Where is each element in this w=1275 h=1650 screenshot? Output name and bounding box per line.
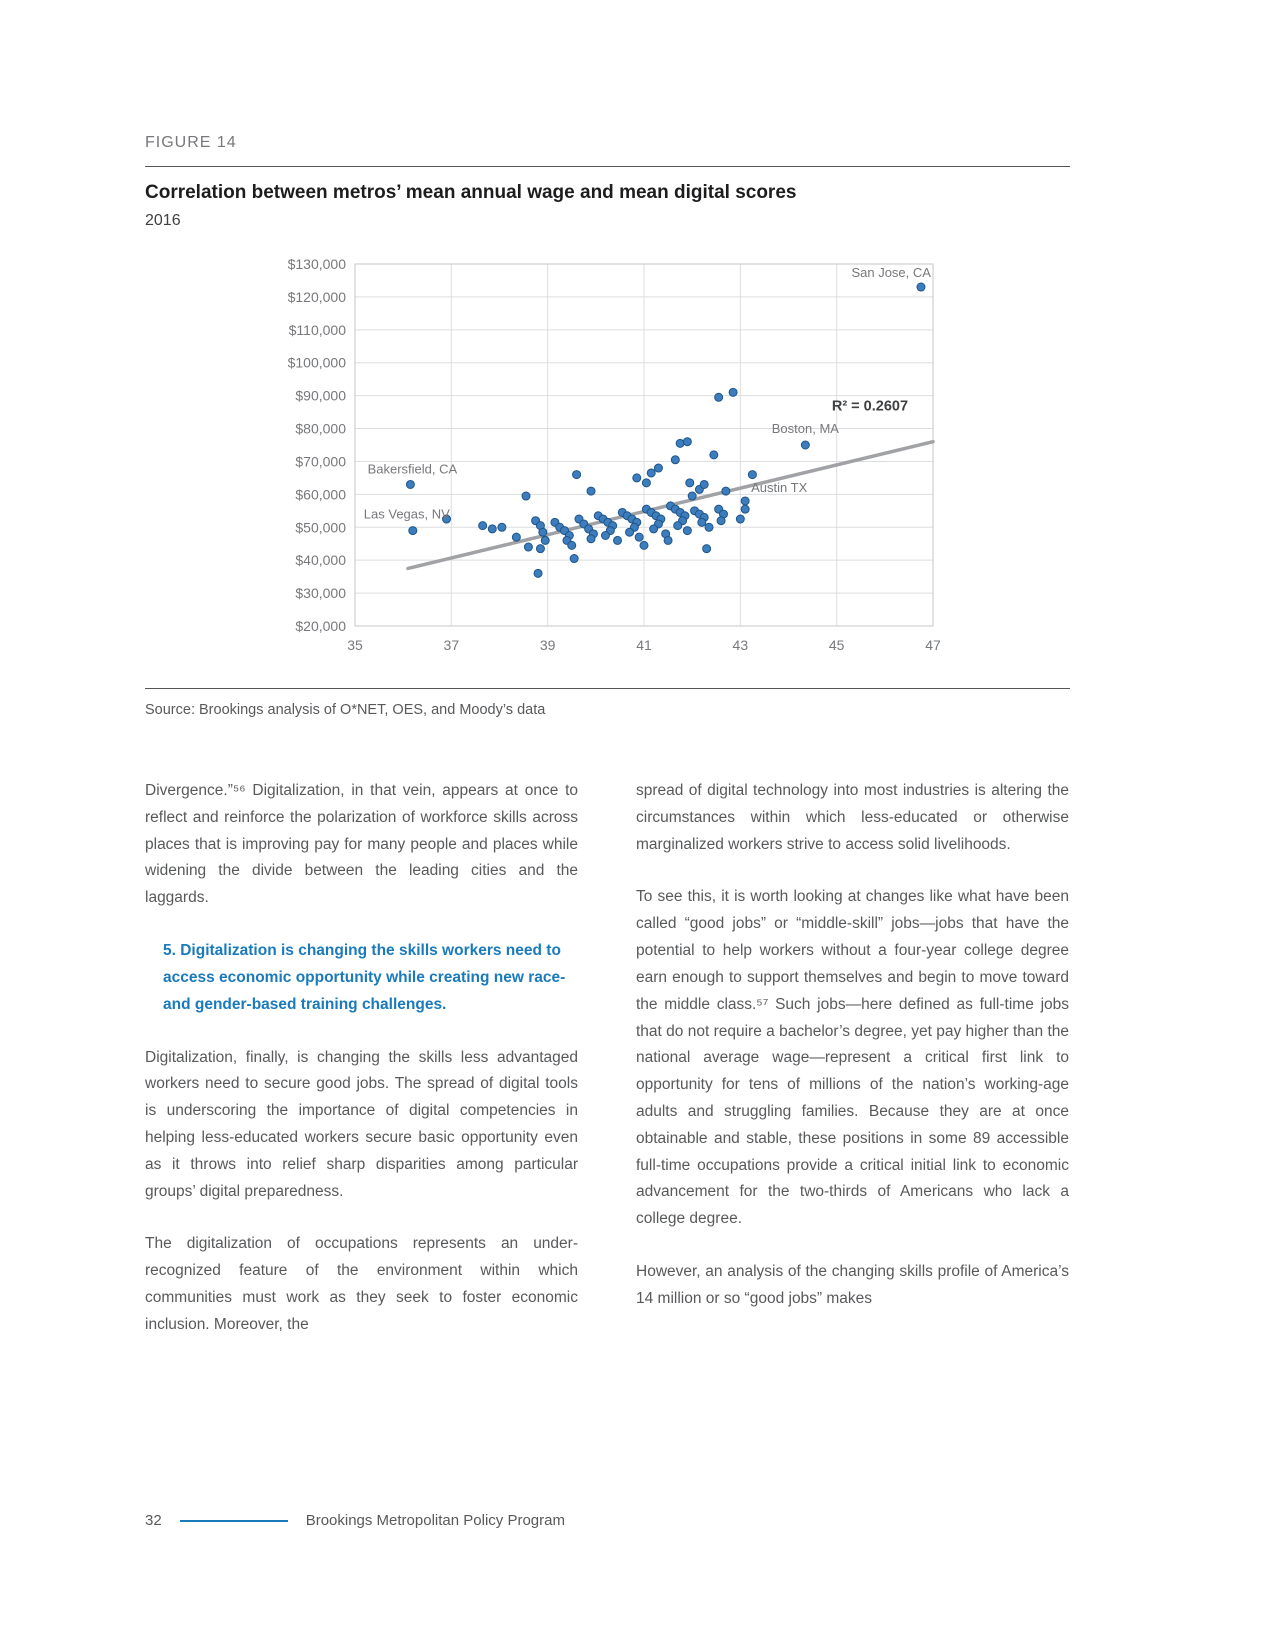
svg-text:Bakersfield, CA: Bakersfield, CA	[367, 461, 458, 477]
svg-text:35: 35	[347, 637, 363, 653]
svg-text:Boston, MA: Boston, MA	[771, 421, 839, 436]
svg-text:$110,000: $110,000	[288, 321, 346, 338]
source-note: Source: Brookings analysis of O*NET, OES, and Moody’s data	[145, 702, 546, 718]
divider-rule-top	[145, 166, 1070, 167]
svg-text:$80,000: $80,000	[295, 420, 346, 437]
body-paragraph: Digitalization, finally, is changing the skills less advantaged workers need to secure good jobs. The spread of digital tools is underscoring the importance of digital competencies in helping less-educated workers secure basic opportunity even as it throws into relief sharp disparities among particular groups’ digital preparedness.	[145, 1048, 578, 1200]
svg-text:45: 45	[828, 637, 845, 653]
svg-text:$70,000: $70,000	[295, 453, 346, 470]
section-heading: 5. Digitalization is changing the skills workers need to access economic opportunity while creating new race- and gender-based training challenges.	[163, 942, 566, 1013]
chart-subtitle: 2016	[145, 212, 181, 229]
page-number: 32	[145, 1512, 162, 1529]
svg-text:$120,000: $120,000	[287, 288, 346, 305]
svg-text:43: 43	[732, 637, 749, 653]
svg-text:47: 47	[925, 637, 941, 653]
footer-program: Brookings Metropolitan Policy Program	[305, 1512, 565, 1529]
scatter-chart	[263, 252, 953, 662]
body-paragraph: Divergence.”⁵⁶ Digitalization, in that vein, appears at once to reflect and reinforce the polarization of workforce skills across places that is improving pay for many people and places while widening the divide between the leading cities and the laggards.	[145, 782, 578, 907]
body-paragraph: spread of digital technology into most industries is altering the circumstances within which less-educated or otherwise marginalized workers strive to access solid livelihoods.	[636, 782, 1069, 853]
svg-text:39: 39	[539, 637, 556, 653]
scatter-plot-svg	[263, 252, 953, 662]
body-paragraph: The digitalization of occupations represents an under-recognized feature of the environment within which communities must work as they seek to foster economic inclusion. Moreover, the	[145, 1235, 578, 1333]
body-columns	[145, 778, 1070, 1365]
svg-text:$90,000: $90,000	[295, 387, 346, 404]
body-paragraph: To see this, it is worth looking at changes like what have been called “good jobs” or “middle-skill” jobs—jobs that have the potential to help workers without a four-year college degree earn enough to support themselves and begin to move toward the middle class.⁵⁷ Such jobs—here defined as full-time jobs that do not require a bachelor’s degree, yet pay higher than the national average wage—represent a critical first link to opportunity for tens of millions of the nation’s working-age adults and struggling families. Because they are at once obtainable and stable, these positions in some 89 accessible full-time occupations provide a critical initial link to economic advancement for the two-thirds of Americans who lack a college degree.	[636, 888, 1069, 1228]
figure-label: FIGURE 14	[145, 134, 237, 151]
svg-text:R² = 0.2607: R² = 0.2607	[831, 398, 909, 415]
divider-rule-bottom	[145, 688, 1070, 689]
svg-text:San Jose, CA: San Jose, CA	[851, 265, 931, 281]
svg-text:$50,000: $50,000	[295, 519, 346, 536]
footer-rule	[180, 1520, 288, 1522]
svg-text:$100,000: $100,000	[287, 354, 346, 371]
svg-text:$60,000: $60,000	[295, 486, 346, 503]
svg-text:$130,000: $130,000	[287, 256, 346, 272]
svg-text:37: 37	[443, 637, 460, 653]
right-column	[636, 778, 1069, 1365]
svg-text:$20,000: $20,000	[295, 618, 346, 634]
svg-text:Austin TX: Austin TX	[751, 479, 808, 495]
body-paragraph: However, an analysis of the changing skills profile of America’s 14 million or so “good jobs” makes	[636, 1263, 1069, 1307]
svg-text:$40,000: $40,000	[295, 552, 346, 569]
svg-text:41: 41	[636, 637, 652, 653]
svg-text:$30,000: $30,000	[295, 585, 346, 602]
chart-title: Correlation between metros’ mean annual wage and mean digital scores	[145, 182, 797, 203]
svg-text:Las Vegas, NV: Las Vegas, NV	[363, 506, 450, 522]
page-footer	[145, 1512, 565, 1529]
left-column	[145, 778, 578, 1365]
